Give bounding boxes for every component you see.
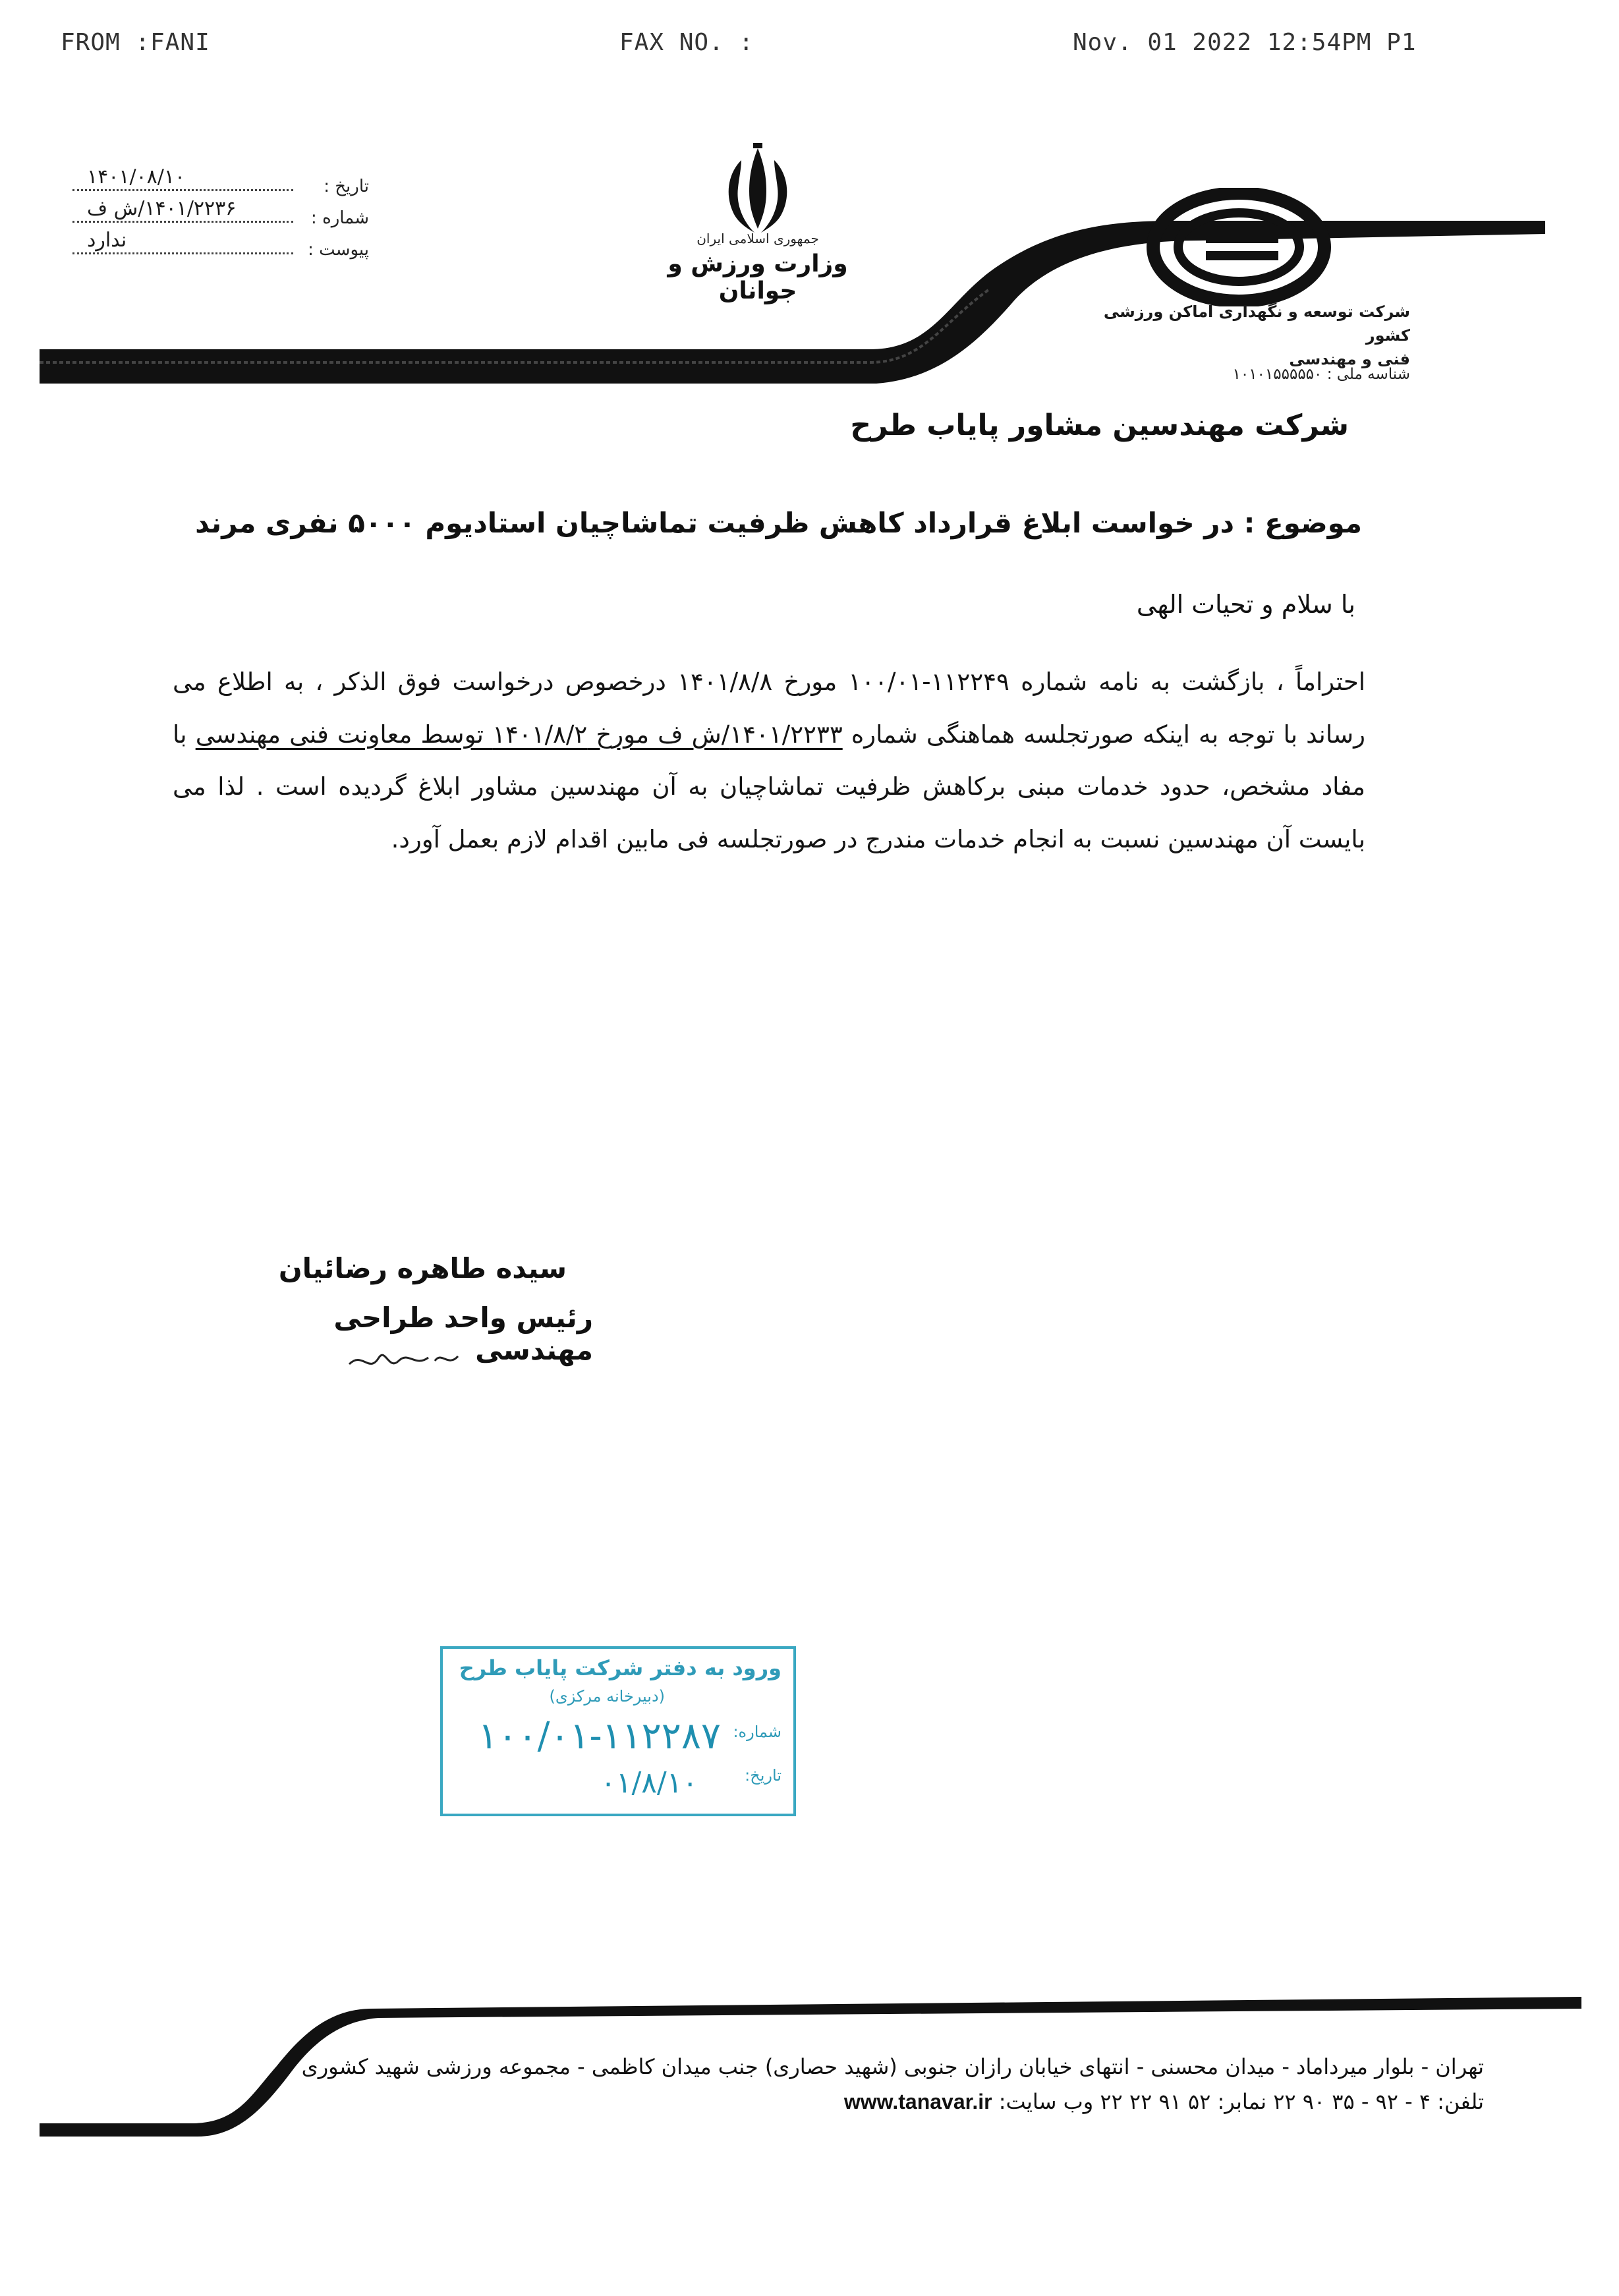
- subject-line: موضوع : در خواست ابلاغ قرارداد کاهش ظرفیت تماشاچیان استادیوم ۵۰۰۰ نفری مرند: [195, 507, 1362, 539]
- stamp-number-value: ۱۰۰/۰۱-۱۱۲۲۸۷: [478, 1715, 721, 1758]
- footer-website-link[interactable]: www.tanavar.ir: [843, 2089, 992, 2113]
- signatory-title: رئیس واحد طراحی مهندسی: [333, 1302, 593, 1366]
- ministry-subtitle: جمهوری اسلامی ایران: [696, 231, 819, 246]
- footer-phone: تلفن: ۴ - ۹۲ - ۳۵ ۹۰ ۲۲ نمابر: ۵۲ ۹۱ ۲۲ ۲۲ وب سایت:: [992, 2088, 1484, 2114]
- body-underlined-reference: ۱۴۰۱/۲۲۳۳/ش ف مورخ ۱۴۰۱/۸/۲ توسط معاونت فنی مهندسی: [195, 720, 843, 749]
- fax-sender: FROM :FANI: [61, 29, 210, 56]
- stamp-title: ورود به دفتر شرکت پایاب طرح: [459, 1655, 781, 1680]
- footer-contact: [232, 2050, 1484, 2119]
- handwritten-signature: [343, 1338, 474, 1384]
- body-part-2: با مفاد مشخص، حدود خدمات مبنی برکاهش ظرفیت تماشاچیان به آن مهندسین مشاور ابلاغ گردیده است . لذا می بایست آن مهندسین نسبت به انجام خدمات مندرج در صورتجلسه فی مابین اقدام لازم بعمل آورد.: [173, 720, 1365, 853]
- meta-number-row: [72, 196, 369, 228]
- fax-datetime: Nov. 01 2022 12:54PM P1: [1073, 29, 1417, 56]
- ministry-heading: [646, 231, 870, 304]
- addressee: شرکت مهندسین مشاور پایاب طرح: [850, 409, 1349, 442]
- footer-address-line: تهران - بلوار میرداماد - میدان محسنی - انتهای خیابان رازان جنوبی (شهید حصاری) جنب میدان کاظمی - مجموعه ورزشی شهید کشوری: [301, 2054, 1484, 2079]
- body-part-1: احتراماً ، بازگشت به نامه شماره ۱۱۲۲۴۹-۱۰۰/۰۱ مورخ ۱۴۰۱/۸/۸ درخصوص درخواست فوق الذکر ، به اطلاع می رساند با توجه به اینکه صورتجلسه هماهنگی شماره: [173, 668, 1365, 749]
- company-name-line2: فنی و مهندسی: [1289, 350, 1410, 368]
- company-name-line1: شرکت توسعه و نگهداری اماکن ورزشی کشور: [1103, 302, 1410, 345]
- attachment-label: پیوست :: [308, 240, 369, 260]
- meta-date-row: [72, 165, 369, 196]
- stamp-subtitle: (دبیرخانه مرکزی): [549, 1687, 665, 1706]
- signatory-name: سیده طاهره رضائیان: [278, 1252, 567, 1284]
- letter-meta: [72, 165, 369, 260]
- stamp-date-label: تاریخ:: [745, 1766, 781, 1785]
- footer-phone-line: [232, 2084, 1484, 2119]
- date-label: تاریخ :: [324, 177, 369, 196]
- company-name: [1054, 300, 1410, 371]
- greeting: با سلام و تحیات الهی: [1136, 590, 1355, 619]
- stamp-number-label: شماره:: [733, 1723, 781, 1741]
- ministry-name: وزارت ورزش و جوانان: [667, 250, 848, 304]
- number-value: ۱۴۰۱/۲۲۳۶/ش ف: [87, 197, 237, 220]
- number-label: شماره :: [311, 208, 369, 228]
- meta-attachment-row: [72, 228, 369, 260]
- company-logo-icon: [1147, 188, 1331, 306]
- attachment-value: ندارد: [87, 229, 127, 252]
- national-id: شناسه ملی : ۱۰۱۰۱۵۵۵۵۵۰: [1232, 366, 1410, 383]
- letter-body: [173, 656, 1365, 865]
- stamp-date-value: ۰۱/۸/۱۰: [600, 1766, 698, 1800]
- date-value: ۱۴۰۱/۰۸/۱۰: [87, 165, 186, 188]
- receipt-stamp: [440, 1646, 796, 1816]
- fax-number-label: FAX NO. :: [619, 29, 754, 56]
- iran-emblem-icon: [708, 142, 807, 241]
